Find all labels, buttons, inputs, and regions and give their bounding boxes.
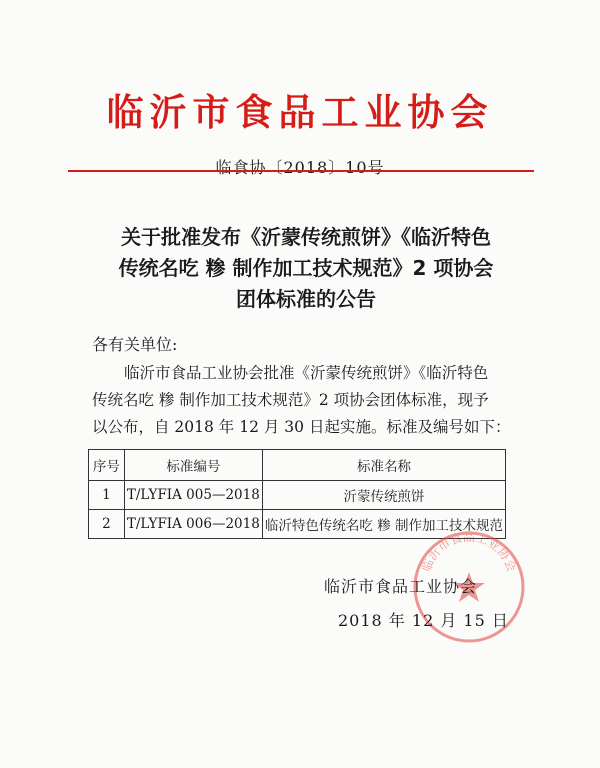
row-name: 沂蒙传统煎饼 — [262, 481, 505, 510]
announcement-title — [96, 222, 516, 315]
row-serial: 2 — [89, 510, 125, 539]
svg-text:临沂市食品工业协会: 临沂市食品工业协会 — [419, 530, 519, 574]
table-row — [89, 481, 506, 510]
title-line-3: 团体标准的公告 — [236, 287, 376, 311]
body-line-3: 以公布，自 2018 年 12 月 30 日起实施。标准及编号如下： — [92, 418, 511, 436]
standards-table — [88, 449, 506, 539]
row-code: T/LYFIA 006—2018 — [124, 510, 262, 539]
header-code: 标准编号 — [124, 450, 262, 481]
body-paragraph — [92, 360, 522, 441]
signature-date: 2018 年 12 月 15 日 — [338, 611, 509, 630]
document-number: 临食协〔2018〕10号 — [215, 158, 385, 177]
row-code: T/LYFIA 005—2018 — [124, 481, 262, 510]
salutation: 各有关单位: — [92, 335, 178, 354]
organization-title: 临沂市食品工业协会 — [106, 91, 494, 134]
title-line-2: 传统名吃 糁 制作加工技术规范》2 项协会 — [118, 256, 494, 280]
body-line-1: 临沂市食品工业协会批准《沂蒙传统煎饼》《临沂特色 — [124, 364, 489, 382]
row-serial: 1 — [89, 481, 125, 510]
table-header-row — [89, 450, 506, 481]
red-divider — [68, 170, 534, 172]
header-name: 标准名称 — [262, 450, 505, 481]
title-line-1: 关于批准发布《沂蒙传统煎饼》《临沂特色 — [121, 225, 491, 249]
body-line-2: 传统名吃 糁 制作加工技术规范》2 项协会团体标准，现予 — [92, 391, 489, 409]
row-name: 临沂特色传统名吃 糁 制作加工技术规范 — [262, 510, 505, 539]
signature-organization: 临沂市食品工业协会 — [324, 577, 478, 596]
header-serial: 序号 — [89, 450, 125, 481]
